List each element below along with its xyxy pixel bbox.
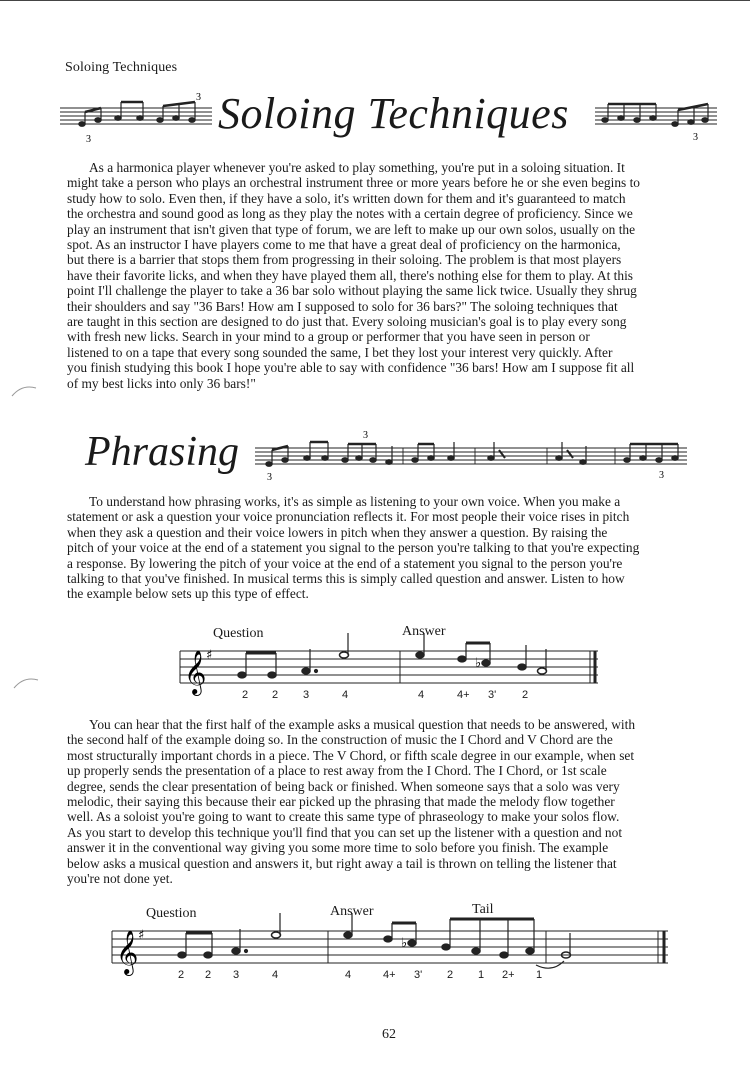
intro-line: with fresh new licks. Search in your mind to a group or performer that you have seen in person or	[67, 329, 590, 345]
hole-number: 1	[536, 969, 543, 981]
intro-line: spot. As an instructor I have players come to me that have a great deal of proficiency on the harmonica,	[67, 237, 621, 253]
body-line: you're not done yet.	[67, 871, 173, 887]
triplet-mark: 3	[86, 134, 91, 145]
phrasing-paragraph	[67, 494, 712, 602]
hole-number: 3	[233, 969, 240, 981]
intro-line: As a harmonica player whenever you're asked to play something, you're put in a soloing situation. It	[89, 160, 625, 175]
treble-clef-icon: 𝄞	[116, 930, 139, 974]
phrasing-line: pitch of your voice at the end of a statement you signal to the person you're talking to that you're expecting	[67, 540, 640, 556]
phrasing-line: when they ask a question and their voice lowers in pitch when they answer a question. By raising the	[67, 524, 608, 540]
intro-line: have their favorite licks, and when they have played them all, there's nothing else for them to play. At this	[67, 267, 634, 283]
hole-number: 4	[342, 689, 349, 701]
scan-mark	[12, 672, 42, 692]
intro-line: study how to solo. Even then, if they have a solo, it's written down for them and it's guaranteed to match	[67, 190, 626, 206]
intro-line: of my best licks into only 36 bars!"	[67, 375, 256, 391]
triplet-mark: 3	[693, 132, 698, 143]
intro-line: listened to on a tape that every song sounded the same, I bet they lost your interest very quickly. After	[67, 344, 613, 360]
intro-line: the orchestra and sound good as long as they play the notes with a certain degree of proficiency. Since we	[67, 206, 633, 222]
phrasing-staff	[255, 428, 695, 488]
triplet-mark: 3	[659, 470, 664, 481]
intro-line: point I'll challenge the player to take a 36 bar solo without playing the same lick twice. Usually they shrug	[67, 283, 637, 299]
body-line: melodic, their saying this because their ear picked up the phrasing that made the melody flow together	[67, 794, 615, 810]
triplet-mark: 3	[267, 472, 272, 483]
body-line: You can hear that the first half of the example asks a musical question that needs to be answered, with	[89, 717, 636, 732]
example1-answer-label: Answer	[402, 624, 446, 639]
example2-tail-label: Tail	[472, 902, 494, 917]
intro-line: play an instrument that isn't given that type of forum, we are left to make up our own solos, usually on the	[67, 221, 636, 237]
intro-line: you finish studying this book I hope you're able to say with confidence "36 bars! How am I suppose fit all	[67, 360, 635, 376]
page-number: 62	[382, 1027, 396, 1042]
body-line: answer it in the conventional way giving you some more time to solo before you finish. The example	[67, 840, 609, 856]
title-staff-left	[60, 88, 220, 148]
hole-number: 4	[418, 689, 425, 701]
top-rule	[0, 0, 750, 1]
phrasing-line: statement or ask a question your voice pronunciation reflects it. For most people their voice rises in pitch	[67, 509, 630, 525]
body-line: degree, sends the clear presentation of being back or finished. When someone says that a solo was very	[67, 778, 620, 794]
phrasing-line: the example below sets up this type of effect.	[67, 586, 309, 602]
hole-number: 2+	[502, 969, 515, 981]
hole-number: 4	[272, 969, 279, 981]
example1-question-label: Question	[213, 626, 264, 641]
sharp-icon: ♯	[138, 928, 145, 943]
hole-number: 3	[303, 689, 310, 701]
example2-answer-label: Answer	[330, 904, 374, 919]
intro-paragraph	[67, 160, 712, 391]
title-staff-right	[595, 88, 720, 148]
body-line: below asks a musical question and answers it, but right away a tail is thrown on telling the listener that	[67, 855, 617, 871]
flat-icon: ♭	[401, 936, 408, 951]
intro-line: their shoulders and say "36 Bars! How am I supposed to solo for 36 bars?" The soloing techniques that	[67, 298, 618, 314]
body-paragraph	[67, 717, 712, 886]
running-head: Soloing Techniques	[65, 60, 178, 75]
hole-number: 2	[242, 689, 249, 701]
body-line: most structurally important chords in a piece. The V Chord, or fifth scale degree in our example, when set	[67, 747, 635, 763]
intro-line: are taught in this section are designed to do just that. Every soloing musician's goal is to play every song	[67, 314, 627, 330]
phrasing-line: talking to that you've finished. In musical terms this is simply called question and answer. Listen to how	[67, 571, 625, 587]
title-row	[60, 88, 720, 148]
scan-mark	[10, 380, 40, 400]
treble-clef-icon: 𝄞	[184, 650, 207, 694]
hole-number: 2	[447, 969, 454, 981]
example2-question-label: Question	[146, 906, 197, 921]
intro-line: might take a person who plays an orchestral instrument three or more years before he or she even begins to	[67, 175, 641, 191]
hole-number: 3'	[488, 689, 497, 701]
hole-number: 1	[478, 969, 485, 981]
hole-number: 2	[205, 969, 212, 981]
hole-number: 2	[178, 969, 185, 981]
triplet-mark: 3	[196, 92, 201, 103]
hole-number: 4+	[457, 689, 470, 701]
main-title: Soloing Techniques	[218, 89, 569, 138]
intro-line: but there is a barrier that stops them from progressing in their soloing. The problem is that most players	[67, 252, 622, 268]
section-title: Phrasing	[85, 429, 240, 475]
body-line: up properly sends the presentation of a place to rest away from the I Chord. The I Chord, or 1st scale	[67, 763, 607, 779]
body-line: the second half of the example doing so. In the construction of music the I Chord and V Chord are the	[67, 732, 613, 748]
sharp-icon: ♯	[206, 648, 213, 663]
body-line: well. As a soloist you're going to want to create this same type of phraseology to make your solos flow.	[67, 809, 620, 825]
hole-number: 4	[345, 969, 352, 981]
phrasing-line: a response. By lowering the pitch of your voice at the end of a statement you signal to the person you're	[67, 555, 623, 571]
hole-number: 4+	[383, 969, 396, 981]
triplet-mark: 3	[363, 430, 368, 441]
phrasing-line: To understand how phrasing works, it's as simple as listening to your own voice. When you make a	[89, 494, 621, 509]
flat-icon: ♭	[475, 656, 482, 671]
body-line: As you start to develop this technique you'll find that you can set up the listener with a question and not	[67, 824, 623, 840]
hole-number: 2	[522, 689, 529, 701]
hole-number: 2	[272, 689, 279, 701]
hole-number: 3'	[414, 969, 423, 981]
